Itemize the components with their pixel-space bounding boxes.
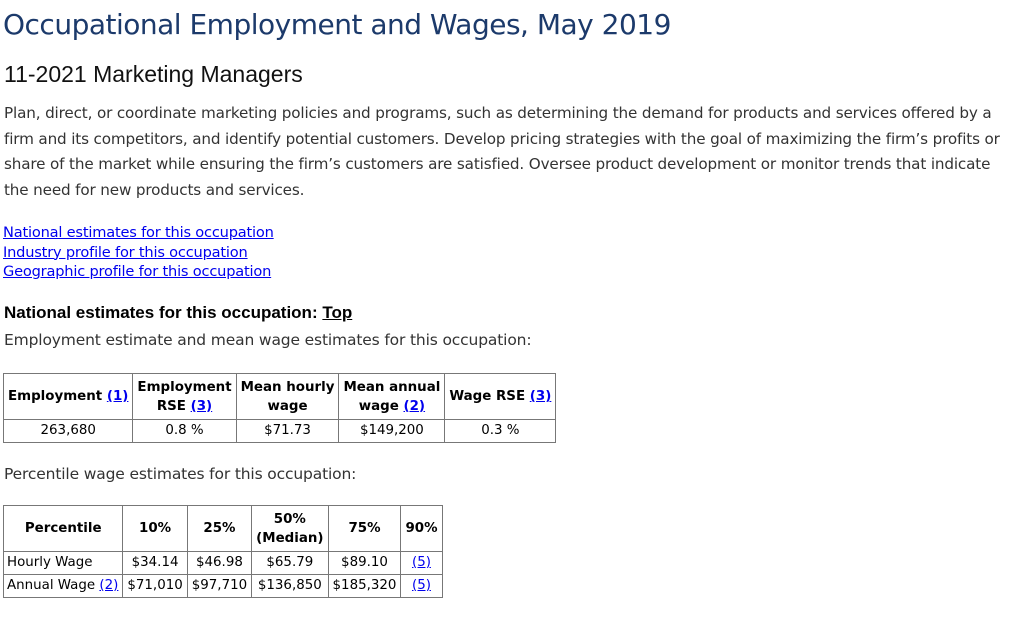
page-title: Occupational Employment and Wages, May 2019 [3,8,671,41]
p50-header [252,506,328,552]
table-row [4,552,443,575]
employment-wage-table [3,373,556,443]
annual-p10: $71,010 [123,575,187,598]
percentile-intro: Percentile wage estimates for this occupation: [4,465,357,483]
employment-intro: Employment estimate and mean wage estimates for this occupation: [4,331,532,349]
employment-rse-value: 0.8 % [133,420,236,443]
table-row [4,420,556,443]
hourly-p75: $89.10 [328,552,401,575]
p75-header: 75% [328,506,401,552]
annual-p50: $136,850 [252,575,328,598]
annual-wage-label-text: Annual Wage [7,578,96,593]
p25-header: 25% [187,506,251,552]
percentile-header: Percentile [4,506,123,552]
national-estimates-heading-text: National estimates for this occupation: [4,303,318,322]
annual-p75: $185,320 [328,575,401,598]
wage-rse-header-label: Wage RSE [449,389,526,404]
annual-p25: $97,710 [187,575,251,598]
mean-hourly-header-line1: Mean hourly [240,379,335,395]
percentile-wage-table [3,505,443,598]
mean-annual-header-line1: Mean annual [343,379,441,395]
table-header-row [4,374,556,420]
mean-hourly-header [236,374,339,420]
p10-header: 10% [123,506,187,552]
hourly-p25: $46.98 [187,552,251,575]
section-links [3,223,274,282]
footnote-2-link[interactable]: (2) [99,578,119,593]
footnote-5-link[interactable]: (5) [411,578,431,593]
p50-header-line2: (Median) [256,530,324,546]
national-estimates-heading [4,303,352,323]
occupation-title: 11-2021 Marketing Managers [4,61,303,87]
hourly-p10: $34.14 [123,552,187,575]
mean-hourly-value: $71.73 [236,420,339,443]
geographic-profile-link[interactable]: Geographic profile for this occupation [3,263,272,281]
table-row [4,575,443,598]
national-estimates-link[interactable]: National estimates for this occupation [3,224,274,241]
top-link[interactable]: Top [322,303,353,322]
occupation-description: Plan, direct, or coordinate marketing policies and programs, such as determining the demand for products and services offered by a firm and its competitors, and identify potential customers. Develop pricing strategies with the goal of maximizing the firm’s profits or share of the market while ensuring the firm’s customers are satisfied. Oversee product development or monitor trends that indicate the need for new products and services. [4,104,1000,199]
employment-value: 263,680 [4,420,133,443]
footnote-3-link[interactable]: (3) [190,398,213,414]
p50-header-line1: 50% [273,511,306,527]
wage-rse-value: 0.3 % [445,420,556,443]
footnote-5-link[interactable]: (5) [411,555,431,570]
employment-header-label: Employment [8,389,103,404]
mean-annual-header [339,374,445,420]
mean-hourly-header-line2: wage [267,398,308,414]
p90-header: 90% [401,506,442,552]
footnote-1-link[interactable]: (1) [106,389,129,404]
employment-rse-header-line1: Employment [137,379,232,395]
industry-profile-link[interactable]: Industry profile for this occupation [3,243,248,261]
employment-rse-header [133,374,236,420]
wage-rse-header [445,374,556,420]
footnote-2-link[interactable]: (2) [403,398,426,414]
hourly-p50: $65.79 [252,552,328,575]
mean-annual-value: $149,200 [339,420,445,443]
hourly-wage-label: Hourly Wage [4,552,123,575]
employment-header [4,374,133,420]
annual-wage-label [4,575,123,598]
mean-annual-header-line2: wage [358,398,399,414]
hourly-p90 [401,552,442,575]
annual-p90 [401,575,442,598]
table-header-row [4,506,443,552]
employment-rse-header-line2: RSE [156,398,186,414]
footnote-3-link[interactable]: (3) [529,389,552,404]
